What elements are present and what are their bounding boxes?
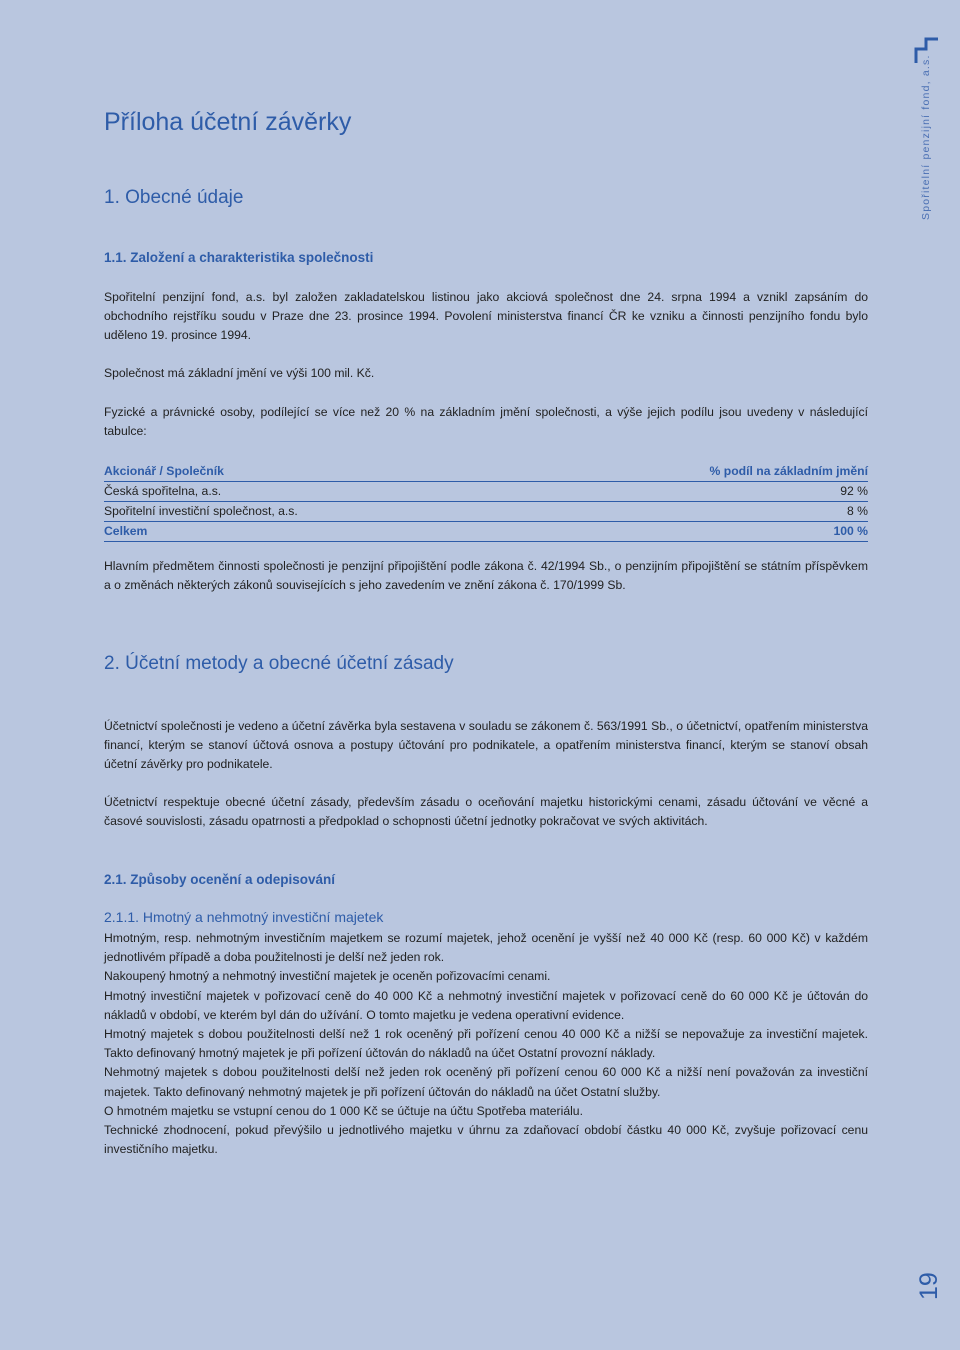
body-line: Hmotný investiční majetek v pořizovací ceně do 40 000 Kč a nehmotný investiční majetek v pořizovací ceně do 60 000 Kč je účtován do nákladů v období, ve kterém byl dán do užívání. O tomto majetku je vedena operativní evidence. [104, 988, 868, 1022]
page-number: 19 [915, 1272, 943, 1300]
body-line: Hmotným, resp. nehmotným investičním majetkem se rozumí majetek, jehož ocenění je vyšší než 40 000 Kč (resp. 60 000 Kč) v každém jednotlivém případě a doba použitelnosti je delší než jeden rok. [104, 931, 868, 965]
section-1-heading: 1. Obecné údaje [104, 187, 244, 208]
section-1-1-heading: 1.1. Založení a charakteristika společnosti [104, 250, 374, 265]
table-cell-name: Spořitelní investiční společnost, a.s. [104, 504, 298, 518]
section-2-para-1: Účetnictví společnosti je vedeno a účetní závěrka byla sestavena v souladu se zákonem č. 563/1991 Sb., o účetnictví, opatřením ministerstva financí, kterým se stanoví účtová osnova a postupy účtování pro podnikatele, a opatřením ministerstva financí, kterým se stanoví obsah účetní závěrky pro podnikatele. [104, 719, 868, 772]
table-total-value: 100 % [833, 524, 868, 538]
body-line: O hmotném majetku se vstupní cenou do 1 000 Kč se účtuje na účtu Spotřeba materiálu. [104, 1103, 583, 1118]
body-line: Technické zhodnocení, pokud převýšilo u jednotlivého majetku v úhrnu za zdaňovací období částku 40 000 Kč, zvyšuje pořizovací cenu investičního majetku. [104, 1123, 868, 1157]
body-line: Nakoupený hmotný a nehmotný investiční majetek je oceněn pořizovacími cenami. [104, 969, 551, 984]
table-row [104, 482, 868, 502]
table-row [104, 502, 868, 522]
table-header-row [104, 462, 868, 482]
table-header-shareholder: Akcionář / Společník [104, 464, 224, 478]
table-total-row [104, 522, 868, 542]
section-2-1-heading: 2.1. Způsoby ocenění a odepisování [104, 872, 336, 887]
section-1-para-4: Hlavním předmětem činnosti společnosti je penzijní připojištění podle zákona č. 42/1994 Sb., o penzijním připojištění se státním příspěvkem a o změnách některých zákonů souvisejících s jeho zavedením ve znění zákona č. 170/1999 Sb. [104, 559, 868, 593]
table-cell-value: 8 % [846, 504, 868, 518]
shareholders-table [104, 462, 868, 542]
section-2-para-2: Účetnictví respektuje obecné účetní zásady, především zásadu o oceňování majetku historickými cenami, zásadu účtování ve věcné a časové souvislosti, zásadu opatrnosti a předpoklad o schopnosti účetní jednotky pokračovat ve svých aktivitách. [104, 795, 868, 829]
section-2-1-1-body [104, 929, 868, 1159]
section-1-para-2: Společnost má základní jmění ve výši 100 mil. Kč. [104, 366, 375, 380]
table-total-label: Celkem [104, 524, 148, 538]
section-2-heading: 2. Účetní metody a obecné účetní zásady [104, 653, 454, 674]
body-line: Hmotný majetek s dobou použitelnosti delší než 1 rok oceněný při pořízení cenou 40 000 Kč a nižší se nepovažuje za investiční majetek. Takto definovaný hmotný majetek je při pořízení účtován do nákladů na účet Ostatní provozní náklady. [104, 1027, 868, 1061]
side-company-label: Spořitelní penzijní fond, a.s. [920, 54, 932, 220]
table-cell-name: Česká spořitelna, a.s. [104, 484, 222, 498]
body-line: Nehmotný majetek s dobou použitelnosti delší než jeden rok oceněný při pořízení cenou 60 000 Kč a nižší není považován za investiční majetek. Takto definovaný nehmotný majetek je při pořízení účtován do nákladů na účet Ostatní služby. [104, 1065, 868, 1099]
section-2-1-1-heading: 2.1.1. Hmotný a nehmotný investiční majetek [104, 909, 384, 925]
table-header-share: % podíl na základním jmění [709, 464, 868, 478]
page-title: Příloha účetní závěrky [104, 108, 352, 136]
section-1-para-1: Spořitelní penzijní fond, a.s. byl založen zakladatelskou listinou jako akciová společnost dne 24. srpna 1994 a vznikl zapsáním do obchodního rejstříku soudu v Praze dne 23. prosince 1994. Povolení ministerstva financí ČR ke vzniku a činnosti penzijního fondu bylo uděleno 19. prosince 1994. [104, 290, 868, 343]
table-cell-value: 92 % [840, 484, 868, 498]
section-1-para-3: Fyzické a právnické osoby, podílející se více než 20 % na základním jmění společnosti, a výše jejich podílu jsou uvedeny v následující tabulce: [104, 405, 868, 439]
